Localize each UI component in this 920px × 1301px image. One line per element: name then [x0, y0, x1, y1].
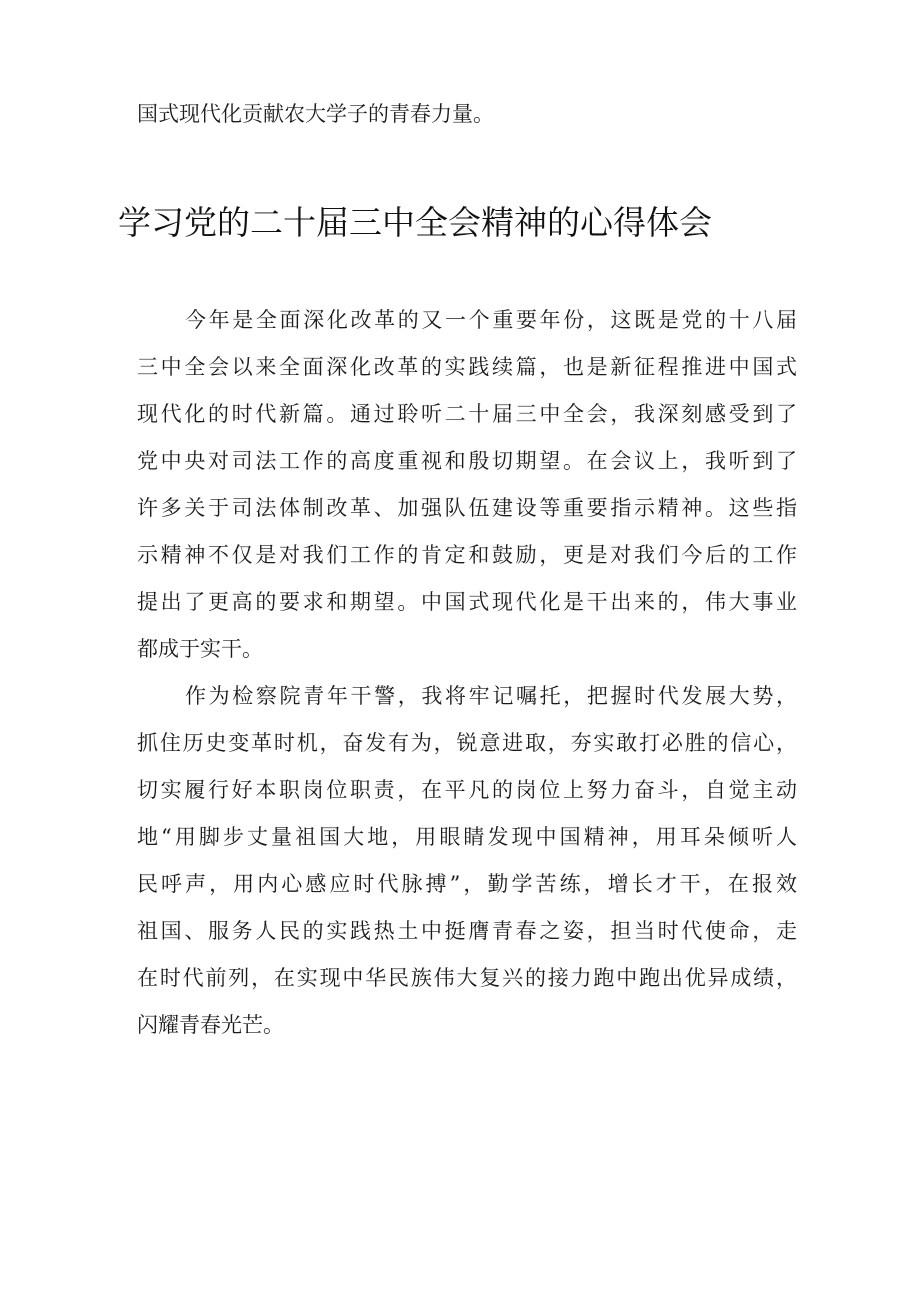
paragraph-line: 今年是全面深化改革的又一个重要年份，这既是党的十八届	[185, 308, 797, 332]
page-title: 学习党的二十届三中全会精神的心得体会	[118, 203, 712, 242]
paragraph-line: 抓住历史变革时机，奋发有为，锐意进取，夯实敢打必胜的信心，	[137, 731, 797, 755]
paragraph-line: 许多关于司法体制改革、加强队伍建设等重要指示精神。这些指	[137, 496, 797, 520]
paragraph-line: 三中全会以来全面深化改革的实践续篇，也是新征程推进中国式	[137, 355, 797, 379]
paragraph-line: 闪耀青春光芒。	[137, 1013, 284, 1037]
paragraph-line: 在时代前列，在实现中华民族伟大复兴的接力跑中跑出优异成绩，	[137, 966, 797, 990]
paragraph-line: 现代化的时代新篇。通过聆听二十届三中全会，我深刻感受到了	[137, 402, 797, 426]
paragraph-line: 作为检察院青年干警，我将牢记嘱托，把握时代发展大势，	[185, 684, 797, 708]
paragraph-line: 示精神不仅是对我们工作的肯定和鼓励，更是对我们今后的工作	[137, 543, 797, 567]
paragraph-line: 党中央对司法工作的高度重视和殷切期望。在会议上，我听到了	[137, 449, 797, 473]
paragraph-line: 祖国、服务人民的实践热土中挺膺青春之姿，担当时代使命，走	[137, 919, 797, 943]
paragraph-line: 都成于实干。	[137, 637, 263, 661]
paragraph-line: 民呼声，用内心感应时代脉搏”，勤学苦练，增长才干，在报效	[137, 872, 797, 896]
continuation-text: 国式现代化贡献农大学子的青春力量。	[137, 102, 494, 126]
paragraph-line: 地“用脚步丈量祖国大地，用眼睛发现中国精神，用耳朵倾听人	[137, 825, 797, 849]
paragraph-line: 切实履行好本职岗位职责，在平凡的岗位上努力奋斗，自觉主动	[137, 778, 797, 802]
paragraph-line: 提出了更高的要求和期望。中国式现代化是干出来的，伟大事业	[137, 590, 797, 614]
